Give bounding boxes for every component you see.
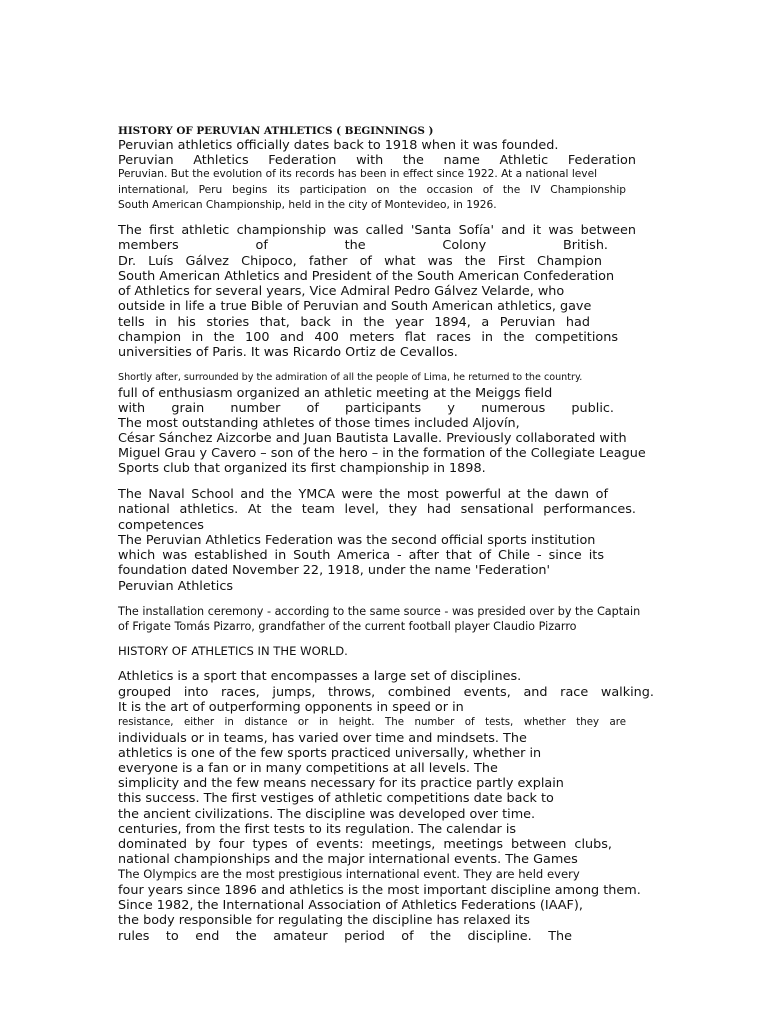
paragraph-6-line: simplicity and the few means necessary for its practice partly explain xyxy=(118,776,564,791)
paragraph-2-line: South American Athletics and President of the South American Confederation xyxy=(118,269,615,284)
paragraph-3-line: with grain number of participants y numerous public. xyxy=(118,401,614,416)
paragraph-2-line: members of the Colony British. xyxy=(118,238,608,253)
paragraph-2-line: universities of Paris. It was Ricardo Ortiz de Cevallos. xyxy=(118,345,458,360)
paragraph-1-line: Peruvian. But the evolution of its records has been in effect since 1922. At a national level xyxy=(118,168,598,180)
paragraph-2-line: The first athletic championship was called 'Santa Sofía' and it was between xyxy=(118,223,636,238)
paragraph-6-line: the ancient civilizations. The discipline was developed over time. xyxy=(118,807,536,822)
document-title: HISTORY OF PERUVIAN ATHLETICS ( BEGINNINGS ) xyxy=(118,125,434,137)
paragraph-6-line: The Olympics are the most prestigious international event. They are held every xyxy=(118,867,580,881)
paragraph-4-line: The Naval School and the YMCA were the most powerful at the dawn of xyxy=(118,487,608,502)
paragraph-4-line: national athletics. At the team level, they had sensational performances. xyxy=(118,502,636,517)
paragraph-3-line: The most outstanding athletes of those times included Aljovín, xyxy=(118,416,520,431)
paragraph-6-line: It is the art of outperforming opponents in speed or in xyxy=(118,700,464,715)
paragraph-1-line: Peruvian Athletics Federation with the name Athletic Federation xyxy=(118,153,636,168)
paragraph-4-line: foundation dated November 22, 1918, under the name 'Federation' xyxy=(118,563,551,578)
paragraph-6-line: rules to end the amateur period of the discipline. The xyxy=(118,929,572,944)
paragraph-2-line: Dr. Luís Gálvez Chipoco, father of what was the First Champion xyxy=(118,254,602,269)
paragraph-1-line: international, Peru begins its participation on the occasion of the IV Championship xyxy=(118,184,626,196)
paragraph-6-line: individuals or in teams, has varied over time and mindsets. The xyxy=(118,731,527,746)
paragraph-6-line: everyone is a fan or in many competitions at all levels. The xyxy=(118,761,498,776)
section-heading: HISTORY OF ATHLETICS IN THE WORLD. xyxy=(118,644,348,658)
paragraph-5-line: of Frigate Tomás Pizarro, grandfather of the current football player Claudio Pizarro xyxy=(118,620,577,633)
paragraph-6-line: grouped into races, jumps, throws, combined events, and race walking. xyxy=(118,685,654,700)
paragraph-1-line: Peruvian athletics officially dates back to 1918 when it was founded. xyxy=(118,138,559,153)
paragraph-3-line: Shortly after, surrounded by the admiration of all the people of Lima, he returned to the country. xyxy=(118,372,583,383)
paragraph-4-line: competences xyxy=(118,518,204,533)
paragraph-6-line: centuries, from the first tests to its regulation. The calendar is xyxy=(118,822,517,837)
paragraph-6-line: dominated by four types of events: meetings, meetings between clubs, xyxy=(118,837,612,852)
paragraph-6-line: national championships and the major international events. The Games xyxy=(118,852,578,867)
paragraph-3-line: full of enthusiasm organized an athletic meeting at the Meiggs field xyxy=(118,386,553,401)
paragraph-6-line: Since 1982, the International Association of Athletics Federations (IAAF), xyxy=(118,898,583,913)
paragraph-6-line: Athletics is a sport that encompasses a large set of disciplines. xyxy=(118,669,522,684)
paragraph-4-line: The Peruvian Athletics Federation was the second official sports institution xyxy=(118,533,596,548)
paragraph-3-line: César Sánchez Aizcorbe and Juan Bautista Lavalle. Previously collaborated with xyxy=(118,431,627,446)
paragraph-1-line: South American Championship, held in the city of Montevideo, in 1926. xyxy=(118,199,497,211)
paragraph-2-line: outside in life a true Bible of Peruvian and South American athletics, gave xyxy=(118,299,592,314)
paragraph-6-line: this success. The first vestiges of athletic competitions date back to xyxy=(118,791,554,806)
paragraph-2-line: tells in his stories that, back in the year 1894, a Peruvian had xyxy=(118,315,590,330)
paragraph-2-line: of Athletics for several years, Vice Admiral Pedro Gálvez Velarde, who xyxy=(118,284,565,299)
paragraph-6-line: the body responsible for regulating the discipline has relaxed its xyxy=(118,913,530,928)
paragraph-5-line: The installation ceremony - according to the same source - was presided over by the Captain xyxy=(118,605,641,618)
paragraph-3-line: Miguel Grau y Cavero – son of the hero – in the formation of the Collegiate League xyxy=(118,446,646,461)
paragraph-2-line: champion in the 100 and 400 meters flat races in the competitions xyxy=(118,330,618,345)
paragraph-6-line: resistance, either in distance or in height. The number of tests, whether they are xyxy=(118,717,626,728)
paragraph-3-line: Sports club that organized its first championship in 1898. xyxy=(118,461,486,476)
paragraph-4-line: Peruvian Athletics xyxy=(118,579,234,594)
paragraph-6-line: four years since 1896 and athletics is the most important discipline among them. xyxy=(118,883,641,898)
paragraph-6-line: athletics is one of the few sports practiced universally, whether in xyxy=(118,746,542,761)
paragraph-4-line: which was established in South America - after that of Chile - since its xyxy=(118,548,604,563)
